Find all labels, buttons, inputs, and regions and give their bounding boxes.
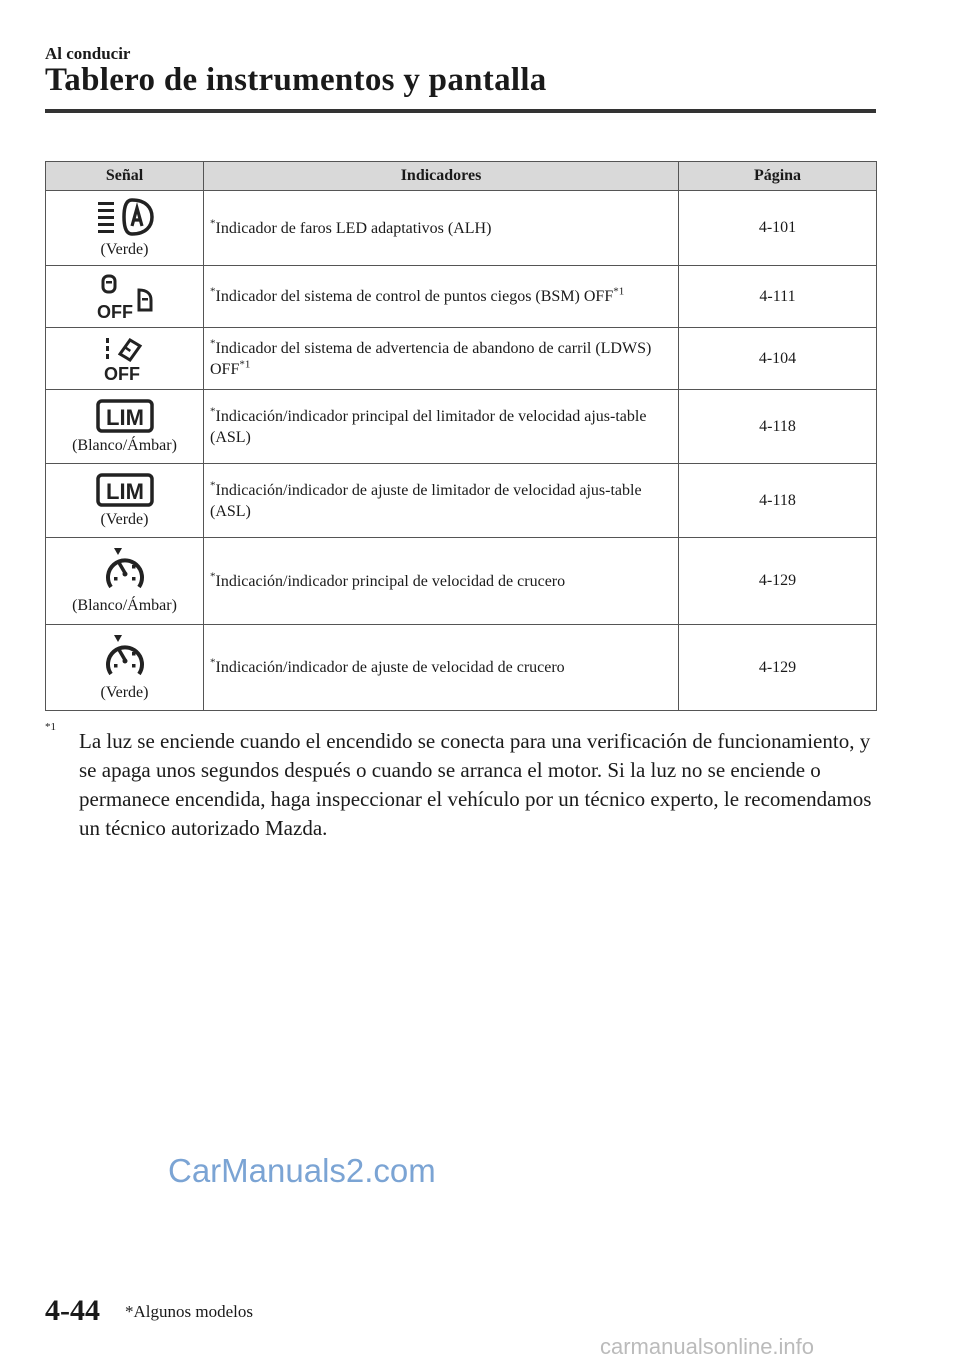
signal-color-note: (Verde) — [100, 510, 149, 528]
indicator-description — [204, 538, 679, 625]
signal-color-note: (Blanco/Ámbar) — [72, 436, 177, 454]
table-header-row — [46, 162, 877, 191]
column-header-signal: Señal — [46, 162, 204, 191]
indicator-description — [204, 328, 679, 390]
column-header-indicators: Indicadores — [204, 162, 679, 191]
page-reference: 4-118 — [679, 390, 877, 464]
adaptive-led-headlight-icon — [96, 197, 154, 237]
page-reference: 4-104 — [679, 328, 877, 390]
ldws-off-icon — [100, 336, 150, 382]
availability-asterisk: * — [210, 337, 216, 350]
cruise-control-icon — [102, 547, 148, 593]
site-watermark: carmanualsonline.info — [600, 1334, 815, 1359]
table-row — [46, 625, 877, 711]
indicator-description — [204, 625, 679, 711]
signal-cell — [46, 328, 204, 390]
page-title: Tablero de instrumentos y pantalla — [45, 62, 547, 98]
availability-asterisk: * — [210, 285, 216, 298]
indicator-text: Indicador del sistema de control de puntos ciegos (BSM) OFF — [215, 288, 614, 305]
indicator-description — [204, 390, 679, 464]
availability-asterisk: * — [210, 405, 216, 418]
signal-color-note: (Verde) — [100, 683, 149, 701]
signal-cell — [46, 625, 204, 711]
table-row — [46, 464, 877, 538]
signal-cell — [46, 191, 204, 266]
signal-color-note: (Blanco/Ámbar) — [72, 597, 177, 614]
column-header-page: Página — [679, 162, 877, 191]
indicator-description — [204, 191, 679, 266]
page-footer-note: *Algunos modelos — [125, 1302, 253, 1321]
table-row — [46, 328, 877, 390]
availability-asterisk: * — [210, 570, 216, 583]
page-reference: 4-101 — [679, 191, 877, 266]
signal-cell — [46, 538, 204, 625]
bsm-off-icon — [95, 274, 155, 320]
indicator-text: Indicación/indicador principal del limitador de velocidad ajus-table (ASL) — [210, 407, 647, 446]
footnote: *1 La luz se enciende cuando el encendido se conecta para una verificación de funcionamiento, y se apaga unos segundos después o cuando se arranca el motor. Si la luz no se enciende o permanece encendida, haga inspeccionar el vehículo por un técnico experto, le recomendamos un técnico autorizado Mazda. — [45, 727, 876, 843]
footnote-ref: *1 — [613, 285, 625, 298]
lim-icon — [96, 473, 154, 507]
page-number: 4-44 — [45, 1294, 100, 1327]
svg-text:OFF: OFF — [96, 301, 133, 320]
table-row — [46, 266, 877, 328]
section-label: Al conducir — [45, 44, 131, 63]
indicator-description — [204, 464, 679, 538]
footnote-ref: *1 — [239, 358, 251, 371]
page-reference: 4-118 — [679, 464, 877, 538]
cruise-control-icon — [102, 634, 148, 680]
indicator-table — [45, 161, 877, 711]
svg-text:LIM: LIM — [105, 404, 144, 430]
title-divider — [45, 109, 876, 113]
svg-text:OFF: OFF — [103, 363, 140, 382]
signal-color-note: (Verde) — [100, 241, 149, 258]
svg-text:LIM: LIM — [105, 478, 144, 504]
table-row — [46, 390, 877, 464]
signal-cell — [46, 390, 204, 464]
availability-asterisk: * — [210, 656, 216, 669]
indicator-text: Indicador del sistema de advertencia de abandono de carril (LDWS) OFF — [210, 339, 652, 378]
signal-cell — [46, 266, 204, 328]
indicator-text: Indicador de faros LED adaptativos (ALH) — [215, 219, 492, 237]
availability-asterisk: * — [210, 217, 216, 230]
lim-icon — [96, 399, 154, 433]
indicator-text: Indicación/indicador de ajuste de velocidad de crucero — [215, 659, 565, 676]
table-row — [46, 191, 877, 266]
indicator-description — [204, 266, 679, 328]
page-reference: 4-111 — [679, 266, 877, 328]
indicator-text: Indicación/indicador de ajuste de limitador de velocidad ajus-table (ASL) — [210, 481, 642, 520]
watermark: CarManuals2.com — [168, 1152, 436, 1189]
page-reference: 4-129 — [679, 625, 877, 711]
table-row — [46, 538, 877, 625]
page-reference: 4-129 — [679, 538, 877, 625]
availability-asterisk: * — [210, 479, 216, 492]
footnote-text: La luz se enciende cuando el encendido se conecta para una verificación de funcionamiento, y se apaga unos segundos después o cuando se arranca el motor. Si la luz no se enciende o permanece encendida, haga inspeccionar el vehículo por un técnico experto, le recomendamos un técnico autorizado Mazda. — [79, 729, 872, 840]
signal-cell — [46, 464, 204, 538]
indicator-text: Indicación/indicador principal de velocidad de crucero — [215, 572, 566, 590]
